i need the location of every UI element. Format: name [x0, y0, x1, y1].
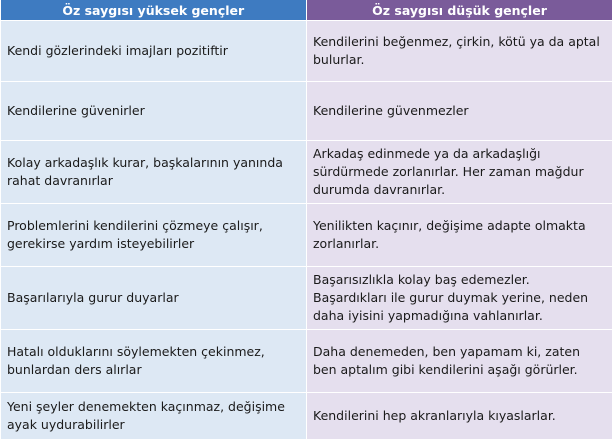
table-row [1, 204, 613, 267]
cell-low: Yenilikten kaçınır, değişime adapte olmakta zorlanırlar. [307, 204, 613, 267]
table-row [1, 393, 613, 440]
cell-high: Kendilerine güvenirler [1, 82, 307, 141]
table-row [1, 21, 613, 82]
cell-low: Daha denemeden, ben yapamam ki, zaten ben aptalım gibi kendilerini aşağı görürler. [307, 330, 613, 393]
header-low-self-esteem: Öz saygısı düşük gençler [307, 0, 613, 21]
cell-low: Kendilerine güvenmezler [307, 82, 613, 141]
cell-low: Kendilerini hep akranlarıyla kıyaslarlar. [307, 393, 613, 440]
cell-high: Başarılarıyla gurur duyarlar [1, 267, 307, 330]
cell-high: Kolay arkadaşlık kurar, başkalarının yanında rahat davranırlar [1, 141, 307, 204]
cell-high: Yeni şeyler denemekten kaçınmaz, değişime ayak uydurabilirler [1, 393, 307, 440]
cell-high: Kendi gözlerindeki imajları pozitiftir [1, 21, 307, 82]
cell-low: Başarısızlıkla kolay baş edemezler. Başardıkları ile gurur duymak yerine, neden daha iyisini yapmadığına vahlanırlar. [307, 267, 613, 330]
table-row [1, 82, 613, 141]
header-row [1, 0, 613, 21]
cell-high: Hatalı olduklarını söylemekten çekinmez, bunlardan ders alırlar [1, 330, 307, 393]
cell-low: Arkadaş edinmede ya da arkadaşlığı sürdürmede zorlanırlar. Her zaman mağdur durumda davranırlar. [307, 141, 613, 204]
header-high-self-esteem: Öz saygısı yüksek gençler [1, 0, 307, 21]
table-row [1, 267, 613, 330]
cell-low: Kendilerini beğenmez, çirkin, kötü ya da aptal bulurlar. [307, 21, 613, 82]
cell-high: Problemlerini kendilerini çözmeye çalışır, gerekirse yardım isteyebilirler [1, 204, 307, 267]
table-row [1, 330, 613, 393]
table-row [1, 141, 613, 204]
